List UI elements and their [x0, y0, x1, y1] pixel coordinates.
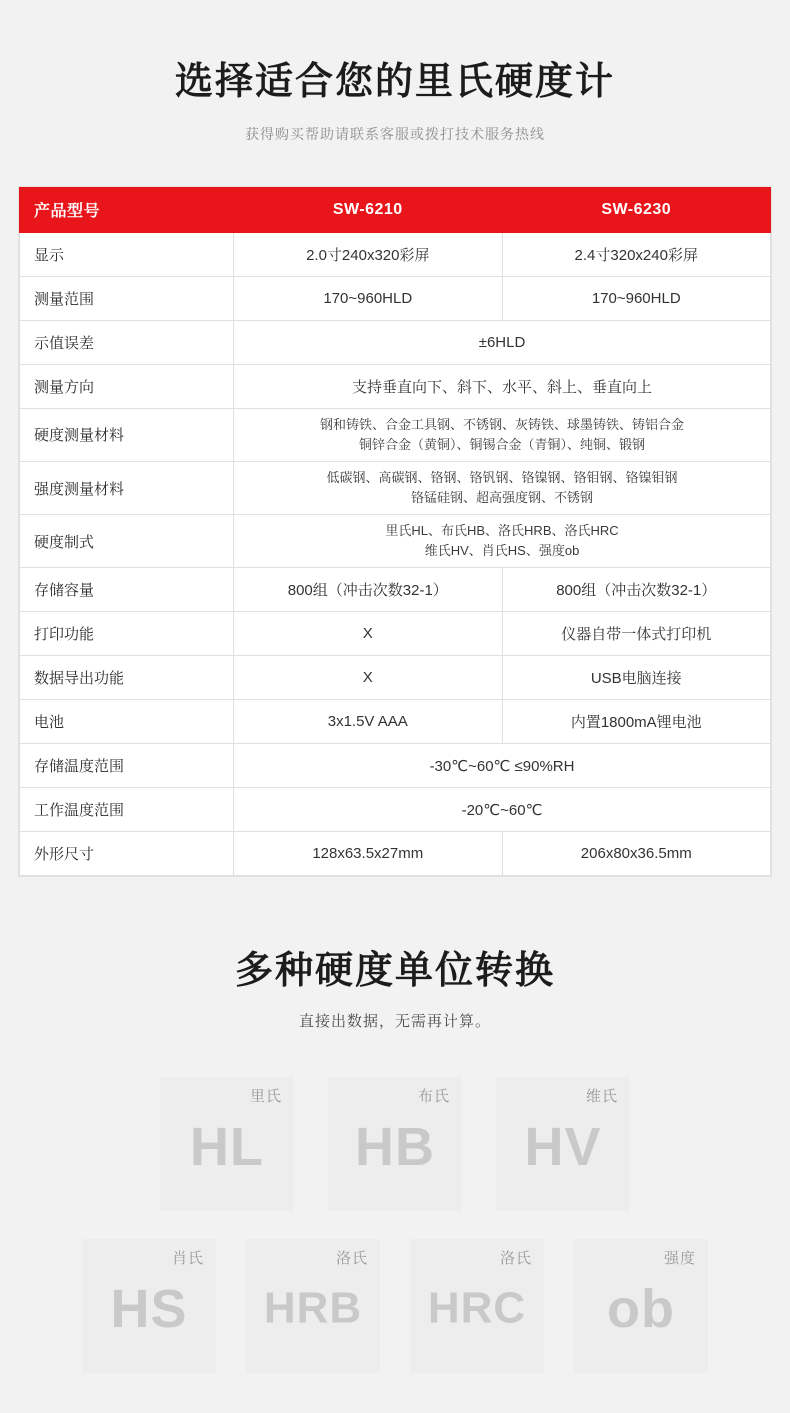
table-row [20, 364, 771, 408]
table-cell-value-6210: X [234, 656, 502, 700]
table-cell-label: 存储容量 [20, 568, 234, 612]
unit-card-hrb [246, 1239, 380, 1373]
unit-card-abbr: HL [190, 1117, 264, 1178]
spec-table-container [18, 186, 772, 878]
unit-card-abbr: HB [355, 1117, 435, 1178]
table-cell-label: 工作温度范围 [20, 788, 234, 832]
table-cell-label: 测量方向 [20, 364, 234, 408]
table-cell-value-6230: 800组（冲击次数32-1） [502, 568, 771, 612]
table-row [20, 612, 771, 656]
table-row [20, 408, 771, 461]
unit-card-hs [82, 1239, 216, 1373]
table-cell-label: 示值误差 [20, 320, 234, 364]
table-row [20, 744, 771, 788]
table-cell-value-both: -30℃~60℃ ≤90%RH [234, 744, 771, 788]
unit-card-cn-label: 里氏 [249, 1088, 282, 1106]
units-section-subtitle: 直接出数据，无需再计算。 [298, 1013, 491, 1031]
units-section [0, 877, 790, 1031]
table-cell-label: 外形尺寸 [20, 832, 234, 876]
table-row [20, 832, 771, 876]
unit-card-abbr: HRB [263, 1284, 363, 1334]
table-cell-label: 硬度测量材料 [20, 408, 234, 461]
unit-card-cn-label: 强度 [663, 1250, 696, 1268]
table-cell-label: 电池 [20, 700, 234, 744]
unit-card-abbr: HV [524, 1117, 602, 1178]
table-cell-label: 测量范围 [20, 276, 234, 320]
header-cell-model-label: 产品型号 [20, 187, 234, 232]
table-cell-label: 数据导出功能 [20, 656, 234, 700]
unit-card-cn-label: 布氏 [417, 1088, 450, 1106]
table-cell-label: 打印功能 [20, 612, 234, 656]
table-row [20, 461, 771, 514]
unit-card-hl [160, 1077, 294, 1211]
table-cell-label: 存储温度范围 [20, 744, 234, 788]
table-row [20, 700, 771, 744]
table-row [20, 276, 771, 320]
table-cell-value-both: 低碳钢、高碳钢、铬钢、铬钒钢、铬镍钢、铬钼钢、铬镍钼钢 铬锰硅钢、超高强度钢、不锈钢 [234, 461, 771, 514]
spec-table-head [20, 187, 771, 232]
table-cell-value-6210: 128x63.5x27mm [234, 832, 502, 876]
table-cell-value-6230: 170~960HLD [502, 276, 771, 320]
table-cell-value-6230: 206x80x36.5mm [502, 832, 771, 876]
unit-cards-row-1 [0, 1077, 790, 1211]
unit-card-hb [328, 1077, 462, 1211]
unit-cards-row-2 [0, 1239, 790, 1373]
bottom-spacer [0, 1373, 790, 1413]
table-cell-value-6230: 仪器自带一体式打印机 [502, 612, 771, 656]
table-cell-value-6230: 内置1800mA锂电池 [502, 700, 771, 744]
table-row [20, 515, 771, 568]
table-cell-value-6210: X [234, 612, 502, 656]
page-subtitle: 获得购买帮助请联系客服或拨打技术服务热线 [245, 125, 545, 142]
table-cell-value-6230: USB电脑连接 [502, 656, 771, 700]
unit-card-cn-label: 维氏 [585, 1088, 618, 1106]
table-cell-value-6210: 800组（冲击次数32-1） [234, 568, 502, 612]
table-cell-value-both: 里氏HL、布氏HB、洛氏HRB、洛氏HRC 维氏HV、肖氏HS、强度ob [234, 515, 771, 568]
unit-card-abbr: HRC [427, 1284, 527, 1334]
header-cell-model-6210: SW-6210 [234, 187, 502, 232]
table-cell-label: 硬度制式 [20, 515, 234, 568]
header-cell-model-6230: SW-6230 [502, 187, 771, 232]
table-cell-value-both: 钢和铸铁、合金工具钢、不锈钢、灰铸铁、球墨铸铁、铸铝合金 铜锌合金（黄铜）、铜锡合金（青铜）、纯铜、锻钢 [234, 408, 771, 461]
table-row [20, 656, 771, 700]
unit-card-hrc [410, 1239, 544, 1373]
table-cell-value-6210: 3x1.5V AAA [234, 700, 502, 744]
table-cell-label: 强度测量材料 [20, 461, 234, 514]
table-cell-value-both: -20℃~60℃ [234, 788, 771, 832]
table-header-row [20, 187, 771, 232]
unit-card-abbr: ob [607, 1279, 675, 1340]
unit-card-cn-label: 洛氏 [335, 1250, 368, 1268]
spec-table [19, 187, 771, 877]
table-cell-value-both: ±6HLD [234, 320, 771, 364]
table-cell-value-6230: 2.4寸320x240彩屏 [502, 232, 771, 276]
table-row [20, 788, 771, 832]
unit-card-cn-label: 肖氏 [171, 1250, 204, 1268]
table-row [20, 568, 771, 612]
table-cell-label: 显示 [20, 232, 234, 276]
hero-section [0, 0, 790, 144]
page-title: 选择适合您的里氏硬度计 [174, 61, 615, 103]
unit-card-hv [496, 1077, 630, 1211]
unit-card-ob [574, 1239, 708, 1373]
table-cell-value-6210: 170~960HLD [234, 276, 502, 320]
table-row [20, 232, 771, 276]
unit-card-abbr: HS [110, 1279, 188, 1340]
spec-table-body [20, 232, 771, 876]
unit-card-cn-label: 洛氏 [499, 1250, 532, 1268]
table-cell-value-both: 支持垂直向下、斜下、水平、斜上、垂直向上 [234, 364, 771, 408]
table-cell-value-6210: 2.0寸240x320彩屏 [234, 232, 502, 276]
units-section-title: 多种硬度单位转换 [234, 950, 555, 993]
table-row [20, 320, 771, 364]
